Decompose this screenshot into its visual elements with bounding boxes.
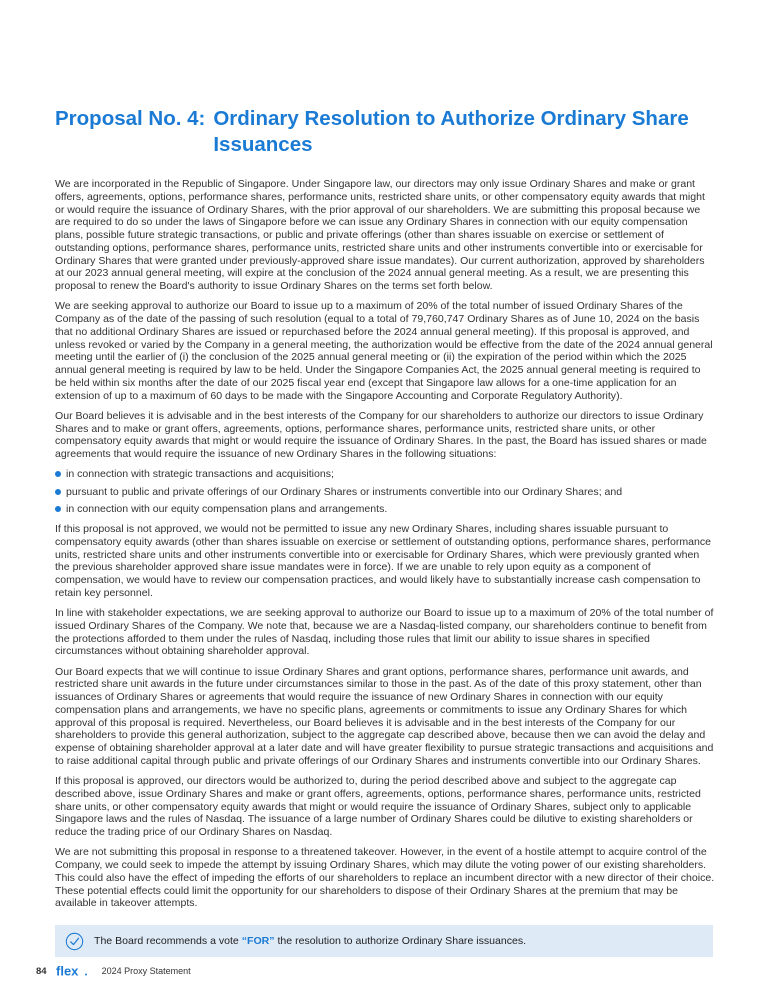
bullet-dot-icon [55, 489, 61, 495]
recommendation-prefix: The Board recommends a vote [94, 935, 239, 947]
check-circle-icon [65, 932, 84, 951]
page-number: 84 [36, 965, 47, 977]
bullet-item [55, 503, 715, 516]
bullet-text: pursuant to public and private offerings of our Ordinary Shares or instruments convertible into our Ordinary Shares; and [66, 485, 623, 498]
bullet-item [55, 486, 715, 499]
paragraph: We are incorporated in the Republic of Singapore. Under Singapore law, our directors may only issue Ordinary Shares and make or grant offers, agreements, options, performance shares, performance units, restricted share units, or other compensatory equity awards that might or would require the issuance of Ordinary Shares, with the prior approval of our shareholders. We are submitting this proposal because we are required to do so under the laws of Singapore before we can issue any Ordinary Shares in connection with our equity compensation plans, possible future strategic transactions, or public and private offerings (other than shares issuable on exercise or settlement of outstanding options, performance shares, performance units, restricted share units and other instruments convertible into or exercisable for Ordinary Shares that were granted under previously-approved share issue mandates). Our current authorization, approved by shareholders at our 2023 annual general meeting, will expire at the conclusion of the 2024 annual general meeting. As a result, we are presenting this proposal to renew the Board's authority to issue Ordinary Shares on the terms set forth below. [55, 178, 705, 292]
page-footer [36, 963, 191, 979]
paragraph: If this proposal is approved, our directors would be authorized to, during the period described above and subject to the aggregate cap described above, issue Ordinary Shares and make or grant offers, agreements, options, performance shares, performance units, restricted share units, or other compensatory equity awards that might or would require the issuance of Ordinary Shares, subject only to applicable Singapore laws and the rules of Nasdaq. The issuance of a large number of Ordinary Shares could be dilutive to existing shareholders or reduce the trading price of our Ordinary Shares on Nasdaq. [55, 775, 701, 838]
body-text [55, 178, 715, 918]
bullet-text: in connection with strategic transactions and acquisitions; [66, 468, 334, 481]
logo-text: flex [55, 964, 78, 978]
recommendation-box [55, 925, 713, 957]
flex-logo [56, 964, 90, 978]
paragraph: Our Board expects that we will continue to issue Ordinary Shares and grant options, performance shares, performance unit awards, and restricted share unit awards in the future under circumstances similar to those in the past. As of the date of this proxy statement, other than issuances of Ordinary Shares or agreements that would require the issuance of new Ordinary Shares in connection with our equity compensation plans and arrangements, we have no specific plans, agreements or commitments to issue any Ordinary Shares for which approval of this proposal is required. Nevertheless, our Board believes it is advisable and in the best interests of the Company for our shareholders to provide this general authorization, subject to the aggregate cap described above, because then we can avoid the delay and expense of obtaining shareholder approval at a later date and will have greater flexibility to pursue strategic transactions and acquisitions and to raise additional capital through public and private offerings of our Ordinary Shares and instruments convertible into our Ordinary Shares. [55, 665, 714, 767]
paragraph: If this proposal is not approved, we would not be permitted to issue any new Ordinary Shares, including shares issuable pursuant to compensatory equity awards (other than shares issuable on exercise or settlement of outstanding options, performance shares, performance units, restricted share units and other instruments convertible into or exercisable for Ordinary Shares, which were previously granted when the previous shareholder approved share issue mandates were in force). If we are unable to rely upon equity as a component of compensation, we would have to review our compensation practices, and would likely have to substantially increase cash compensation to retain key personnel. [55, 523, 712, 599]
bullet-list [55, 468, 715, 515]
paragraph: In line with stakeholder expectations, we are seeking approval to authorize our Board to issue up to a maximum of 20% of the total number of issued Ordinary Shares of the Company. We note that, because we are a Nasdaq-listed company, our shareholders continue to benefit from the protections afforded to them under the rules of Nasdaq, including those rules that limit our ability to issue shares in specified circumstances without obtaining shareholder approval. [55, 607, 714, 658]
recommendation-suffix: the resolution to authorize Ordinary Share issuances. [277, 935, 527, 947]
bullet-text: in connection with our equity compensation plans and arrangements. [66, 502, 388, 515]
page-title [55, 106, 735, 158]
proposal-number: Proposal No. 4: [55, 107, 206, 130]
document-title: 2024 Proxy Statement [101, 966, 191, 976]
bullet-dot-icon [55, 471, 61, 477]
recommendation-text [94, 935, 526, 947]
bullet-item [55, 468, 715, 481]
paragraph: We are seeking approval to authorize our Board to issue up to a maximum of 20% of the total number of issued Ordinary Shares of the Company as of the date of the passing of such resolution (equal to a total of 79,760,747 Ordinary Shares as of June 10, 2024 on the basis that no additional Ordinary Shares are issued or repurchased before the 2024 annual general meeting). If this proposal is approved, and unless revoked or varied by the Company in a general meeting, the authorization would be effective from the date of the 2024 annual general meeting until the earlier of (i) the conclusion of the 2025 annual general meeting or (ii) the expiration of the period within which the 2025 annual general meeting is required by law to be held. Under the Singapore Companies Act, the 2025 annual general meeting is required to be held within six months after the date of our 2025 fiscal year end (except that Singapore law allows for a one-time application for an extension of up to a maximum of 60 days to be made with the Singapore Accounting and Corporate Regulatory Authority). [55, 300, 713, 402]
paragraph: Our Board believes it is advisable and in the best interests of the Company for our shareholders to authorize our directors to issue Ordinary Shares and to make or grant offers, agreements, options, performance shares, performance units, restricted share units, or other compensatory equity awards that might or would require the issuance of Ordinary Shares. In the past, the Board has issued shares or made agreements that would require the issuance of new Ordinary Shares in the following situations: [55, 409, 707, 460]
paragraph: We are not submitting this proposal in response to a threatened takeover. However, in the event of a hostile attempt to acquire control of the Company, we could seek to impede the attempt by issuing Ordinary Shares, which may dilute the voting power of our existing shareholders. This could also have the effect of impeding the efforts of our shareholders to replace an incumbent director with a new director of their choice. These potential effects could limit the opportunity for our shareholders to dispose of their Ordinary Shares at the premium that may be available in takeover attempts. [55, 846, 715, 910]
bullet-dot-icon [55, 506, 61, 512]
recommendation-vote: “FOR” [241, 935, 275, 947]
proposal-title: Ordinary Resolution to Authorize Ordinary Share Issuances [213, 107, 689, 156]
